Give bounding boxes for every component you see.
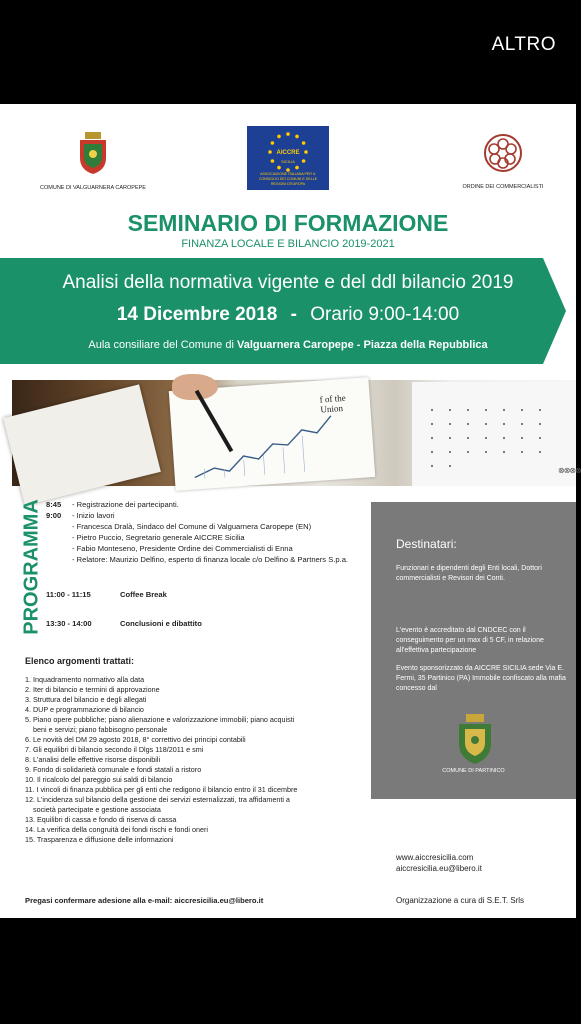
list-item: 13. Equilibri di cassa e fondo di riserva di cassa: [25, 815, 177, 824]
calendar-grid-icon: [422, 394, 562, 474]
topics-title: Elenco argomenti trattati:: [25, 656, 135, 666]
list-item: 7. Gli equilibri di bilancio secondo il Dlgs 118/2011 e smi: [25, 745, 204, 754]
hand: [172, 374, 218, 400]
aiccre-region: SICILIA: [281, 159, 295, 164]
place-bold: Valguarnera Caropepe - Piazza della Repubblica: [236, 339, 488, 351]
partinico-caption: COMUNE DI PARTINICO: [442, 768, 505, 774]
list-item: 2. Iter di bilancio e termini di approvazione: [25, 685, 160, 694]
aiccre-name: AICCRE: [276, 150, 300, 156]
bottom-bar: [0, 918, 576, 1024]
aiccre-description: ASSOCIAZIONE ITALIANA PER IL CONSIGLIO DEI COMUNI E DELLE REGIONI D'EUROPA: [258, 172, 318, 186]
seminar-poster: [0, 104, 581, 918]
altro-button[interactable]: ALTRO: [491, 34, 556, 55]
list-item: beni e servizi; piano fabbisogno personale: [33, 725, 168, 734]
crest-icon: [76, 132, 110, 174]
end-label: Conclusioni e dibattito: [120, 619, 202, 628]
email-link[interactable]: aiccresicilia.eu@libero.it: [396, 864, 482, 873]
list-item: 14. La verifica della congruità dei fondi rischi e fondi oneri: [25, 825, 208, 834]
prog-row-1: - Registrazione dei partecipanti.: [72, 500, 179, 509]
prog-row-4: - Pietro Puccio, Segretario generale AICCRE Sicilia: [72, 533, 245, 542]
list-item: 5. Piano opere pubbliche; piano alienazione e valorizzazione immobili; piano acquisti: [25, 715, 295, 724]
list-item: 11. I vincoli di finanza pubblica per gli enti che redigono il bilancio entro il 31 dicembre: [25, 785, 298, 794]
break-label: Coffee Break: [120, 590, 167, 599]
event-date: 14 Dicembre 2018: [116, 304, 278, 325]
destinatari-title: Destinatari:: [396, 537, 457, 551]
paper-heading: f of the Union: [319, 392, 347, 415]
partinico-crest-icon: [455, 714, 495, 764]
accreditation-text: L'evento è accreditato dal CNDCEC con il conseguimento per un max di 5 CF, in relazione all'effettiva partecipazione: [396, 627, 544, 654]
list-item: 3. Struttura del bilancio e degli allegati: [25, 695, 147, 704]
commercialisti-logo: [448, 132, 558, 190]
band-headline: Analisi della normativa vigente e del ddl bilancio 2019: [62, 272, 514, 293]
end-time: 13:30 - 14:00: [46, 619, 92, 628]
prog-row-2: - Inizio lavori: [72, 511, 115, 520]
topics-list: [25, 675, 370, 845]
seminar-title: SEMINARIO DI FORMAZIONE: [127, 210, 449, 236]
list-item: 12. L'incidenza sul bilancio della gestione dei servizi esternalizzati, tra affidamenti a: [25, 795, 290, 804]
right-logo-caption: ORDINE DEI COMMERCIALISTI: [462, 184, 544, 190]
event-place: [0, 339, 576, 351]
desk-photo: [12, 380, 581, 486]
info-panel: [371, 502, 576, 799]
time-start: 8:45: [46, 500, 62, 509]
place-prefix: Aula consiliare del Comune di: [88, 339, 237, 351]
date-separator: -: [290, 304, 297, 325]
organizer-credit: Organizzazione a cura di S.E.T. Srls: [396, 896, 525, 905]
break-time: 11:00 - 11:15: [46, 590, 91, 599]
event-time: Orario 9:00-14:00: [310, 304, 460, 325]
left-logo-caption: COMUNE DI VALGUARNERA CAROPEPE: [40, 185, 146, 191]
rosette-icon: [482, 132, 524, 174]
list-item: 8. L'analisi delle effettive risorse disponibili: [25, 755, 161, 764]
website-link[interactable]: www.aiccresicilia.com: [396, 853, 474, 862]
paper-sheet: [3, 384, 161, 505]
programma-label-box: [20, 499, 44, 635]
band-date-time: [0, 304, 576, 326]
list-item: società partecipate e gestione associata: [33, 805, 161, 814]
prog-row-5: - Fabio Monteseno, Presidente Ordine dei Commercialisti di Enna: [72, 544, 293, 553]
sponsor-text: Evento sponsorizzato da AICCRE SICILIA sede Via E. Fermi, 35 Partinico (PA) Immobile confiscato alla mafia concesso dal: [396, 665, 566, 692]
calendar-wire: ⊗⊗⊗⊗: [558, 466, 581, 475]
list-item: 1. Inquadramento normativo alla data: [25, 675, 145, 684]
top-bar: [0, 0, 576, 104]
valguarnera-logo: [38, 132, 148, 191]
prog-row-6: - Relatore: Maurizio Delfino, esperto di finanza locale c/o Delfino & Partners S.p.a.: [72, 555, 349, 564]
list-item: 4. DUP e programmazione di bilancio: [25, 705, 144, 714]
list-item: 10. Il ricalcolo del pareggio sui saldi di bilancio: [25, 775, 173, 784]
headline-band: [0, 258, 576, 364]
prog-row-3: - Francesca Dralà, Sindaco del Comune di Valguarnera Caropepe (EN): [72, 522, 312, 531]
list-item: 9. Fondo di solidarietà comunale e fondi statali a ristoro: [25, 765, 202, 774]
time-begin: 9:00: [46, 511, 62, 520]
aiccre-eu-logo: [247, 126, 329, 190]
programma-label: PROGRAMMA: [20, 499, 43, 635]
rsvp-note: Pregasi confermare adesione alla e-mail: aiccresicilia.eu@libero.it: [25, 896, 264, 905]
list-item: 15. Trasparenza e diffusione delle informazioni: [25, 835, 174, 844]
seminar-subtitle: FINANZA LOCALE E BILANCIO 2019-2021: [181, 238, 395, 250]
list-item: 6. Le novità del DM 29 agosto 2018, 8° correttivo dei principi contabili: [25, 735, 246, 744]
destinatari-text: Funzionari e dipendenti degli Enti locali, Dottori commercialisti e Revisori dei Conti.: [396, 565, 542, 582]
contacts: [396, 852, 482, 874]
